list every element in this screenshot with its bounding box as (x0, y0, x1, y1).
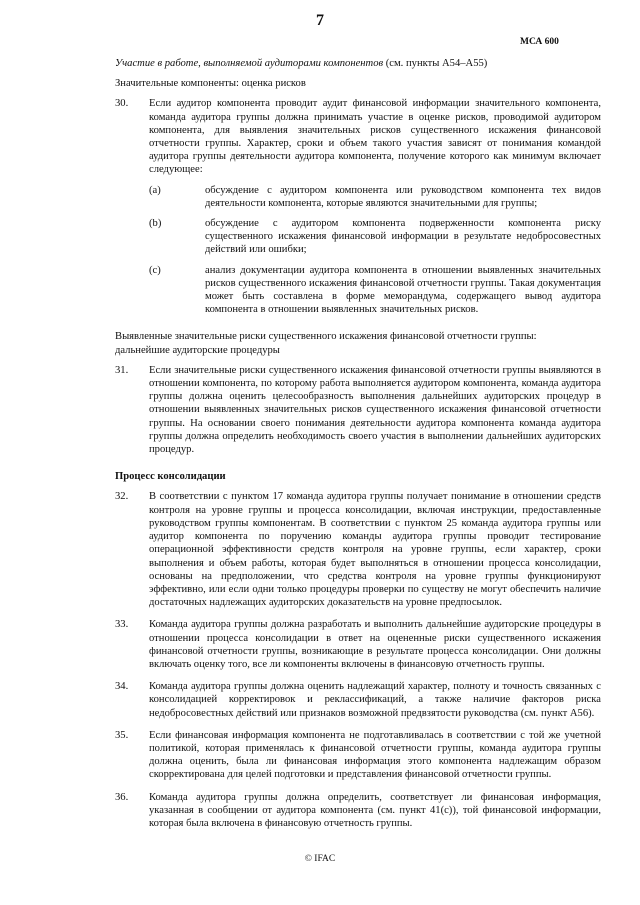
paragraph-number: 33. (115, 619, 129, 631)
paragraph-30 (115, 97, 601, 316)
paragraph-number: 34. (115, 681, 129, 693)
paragraph-text: Команда аудитора группы должна оценить надлежащий характер, полноту и точность связанных с консолидацией корректировок и реклассификаций, а также наличие факторов риска недобросовестных действий или признаков возможной предвзятости руководства (см. пункт А56). (149, 681, 601, 719)
section-reference-title: Участие в работе, выполняемой аудиторами компонентов (115, 58, 384, 69)
list-item-letter: (a) (149, 184, 161, 196)
paragraph-number: 31. (115, 364, 129, 376)
paragraph-text: Если значительные риски существенного искажения финансовой отчетности группы выявляются в отношении компонента, по которому работа выполняется аудитором компонента, команда аудитора группы должна оценить целесообразность выполнения дальнейших аудиторских процедур в отношении выявленных значительных рисков существенного искажения финансовой отчетности группы. На основании своего понимания деятельности аудитора компонента команда аудитора группы должна определить необходимость своего участия в выполнении дальнейших аудиторских процедур. (149, 364, 601, 456)
paragraph-text: Если финансовая информация компонента не подготавливалась в соответствии с той же учетной политикой, которая применялась к финансовой отчетности группы, команда аудитора группы должна оценить, была ли финансовая информация этого компонента надлежащим образом скорректирована для целей подготовки и представления финансовой отчетности группы. (149, 729, 601, 781)
list-item-a (149, 184, 601, 210)
section-reference-line (115, 57, 601, 70)
list-item-text: обсуждение с аудитором компонента или руководством компонента тех видов деятельности компонента, которые являются значительными для группы; (205, 184, 601, 209)
paragraph-34 (115, 680, 601, 720)
document-code: МСА 600 (520, 37, 559, 47)
list-item-letter: (b) (149, 218, 162, 230)
page-number: 7 (316, 12, 324, 29)
heading-consolidation-process: Процесс консолидации (115, 471, 226, 483)
list-item-c (149, 264, 601, 317)
page-content (115, 57, 601, 839)
paragraph-36 (115, 791, 601, 831)
paragraph-text: Команда аудитора группы должна разработать и выполнить дальнейшие аудиторские процедуры в отношении процесса консолидации в ответ на оцененные риски существенного искажения финансовой отчетности группы, возникающие в результате процесса консолидации. Они должны включать оценку того, все ли компоненты включены в финансовую отчетность группы. (149, 619, 601, 670)
heading-line: дальнейшие аудиторские процедуры (115, 344, 280, 356)
paragraph-number: 32. (115, 491, 129, 503)
paragraph-text: В соответствии с пунктом 17 команда аудитора группы получает понимание в отношении средств контроля на уровне группы и процесса консолидации, включая инструкции, предоставленные руководством группы компонентам. В соответствии с пунктом 25 команда аудитора группы или аудитор компонента по поручению команды аудитора группы проводит тестирование операционной эффективности средств контроля на уровне группы, если характер, сроки выполнения и объем работы, которая будет выполняться в отношении процесса консолидации, основаны на предположении, что средства контроля на уровне группы функционируют эффективно, или если одни только процедуры проверки по существу не могут обеспечить наличие достаточных надлежащих аудиторских доказательств на уровне предпосылок. (149, 491, 601, 609)
list-item-b (149, 217, 601, 257)
paragraph-text: Если аудитор компонента проводит аудит финансовой информации значительного компонента, команда аудитора группы должна принимать участие в оценке рисков, проводимой аудитором компонента, для выявления значительных рисков существенного искажения финансовой отчетности группы. Характер, сроки и объем такого участия зависят от понимания командой аудитора группы деятельности аудитора компонента, получение которого как минимум включает следующее: (149, 98, 601, 176)
paragraph-number: 36. (115, 791, 129, 803)
section-reference-points: (см. пункты А54–А55) (383, 58, 488, 69)
copyright-footer: © IFAC (304, 854, 336, 864)
list-item-text: обсуждение с аудитором компонента подверженности компонента риску существенного искажения финансовой информации в результате недобросовестных действий или ошибки; (205, 218, 601, 256)
heading-identified-risks (115, 330, 601, 356)
list-item-text: анализ документации аудитора компонента в отношении выявленных значительных рисков существенного искажения финансовой отчетности группы. Такая документация может быть составлена в форме меморандума, содержащего вывод аудитора компонента в отношении выявленных значительных рисков. (205, 264, 601, 316)
paragraph-number: 30. (115, 98, 129, 110)
paragraph-31 (115, 364, 601, 456)
list-item-letter: (c) (149, 264, 161, 276)
heading-line: Выявленные значительные риски существенного искажения финансовой отчетности группы: (115, 331, 537, 343)
paragraph-text: Команда аудитора группы должна определить, соответствует ли финансовая информация, указанная в сообщении от аудитора компонента (см. пункт 41(c)), той финансовой информации, которая была включена в финансовую отчетность группы. (149, 791, 601, 829)
paragraph-35 (115, 729, 601, 782)
paragraph-number: 35. (115, 729, 129, 741)
paragraph-32 (115, 490, 601, 609)
heading-significant-components: Значительные компоненты: оценка рисков (115, 78, 306, 90)
paragraph-33 (115, 618, 601, 671)
